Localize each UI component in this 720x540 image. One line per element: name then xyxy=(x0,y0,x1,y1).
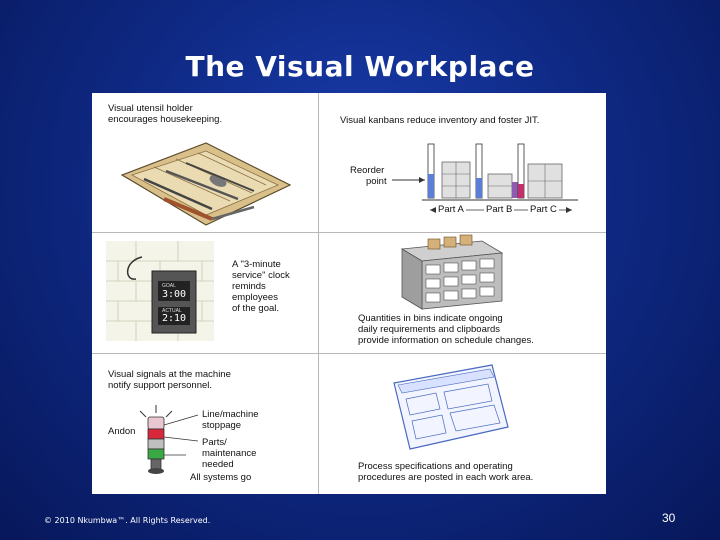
part-b-label: Part B xyxy=(486,204,513,215)
parts-bins-illustration xyxy=(392,239,512,309)
andon-light-illustration xyxy=(134,403,204,483)
parts-maintenance-label: Parts/ maintenance needed xyxy=(202,437,257,470)
stoppage-label: Line/machine stoppage xyxy=(202,409,259,431)
part-a-label: Part A xyxy=(438,204,464,215)
page-number: 30 xyxy=(662,511,676,525)
clock-caption: A "3-minute service" clock reminds employees of the goal. xyxy=(232,259,290,314)
actual-label: ACTUAL xyxy=(162,308,182,314)
brick-wall-background xyxy=(106,241,214,341)
kanban-caption: Visual kanbans reduce inventory and foster JIT. xyxy=(340,115,540,126)
utensil-holder-illustration xyxy=(114,133,304,228)
copyright-footer: © 2010 Nkumbwa™. All Rights Reserved. xyxy=(44,516,211,525)
andon-caption: Visual signals at the machine notify support personnel. xyxy=(108,369,231,391)
actual-value: 2:10 xyxy=(162,313,187,324)
part-c-label: Part C xyxy=(530,204,557,215)
visual-workplace-figure xyxy=(92,93,606,494)
row-divider-2 xyxy=(92,353,606,354)
utensil-caption: Visual utensil holder encourages housekeeping. xyxy=(108,103,223,125)
goal-label: GOAL xyxy=(162,283,176,289)
row-divider-1 xyxy=(92,232,606,233)
process-board-illustration xyxy=(392,363,512,453)
process-caption: Process specifications and operating procedures are posted in each work area. xyxy=(358,461,534,483)
andon-label: Andon xyxy=(108,426,136,437)
bins-caption: Quantities in bins indicate ongoing daily requirements and clipboards provide information on schedule changes. xyxy=(358,313,534,346)
goal-value: 3:00 xyxy=(162,289,187,300)
reorder-point-label: Reorder point xyxy=(350,165,387,187)
column-divider xyxy=(318,93,319,494)
all-systems-go-label: All systems go xyxy=(190,472,252,483)
slide-title: The Visual Workplace xyxy=(185,50,535,83)
